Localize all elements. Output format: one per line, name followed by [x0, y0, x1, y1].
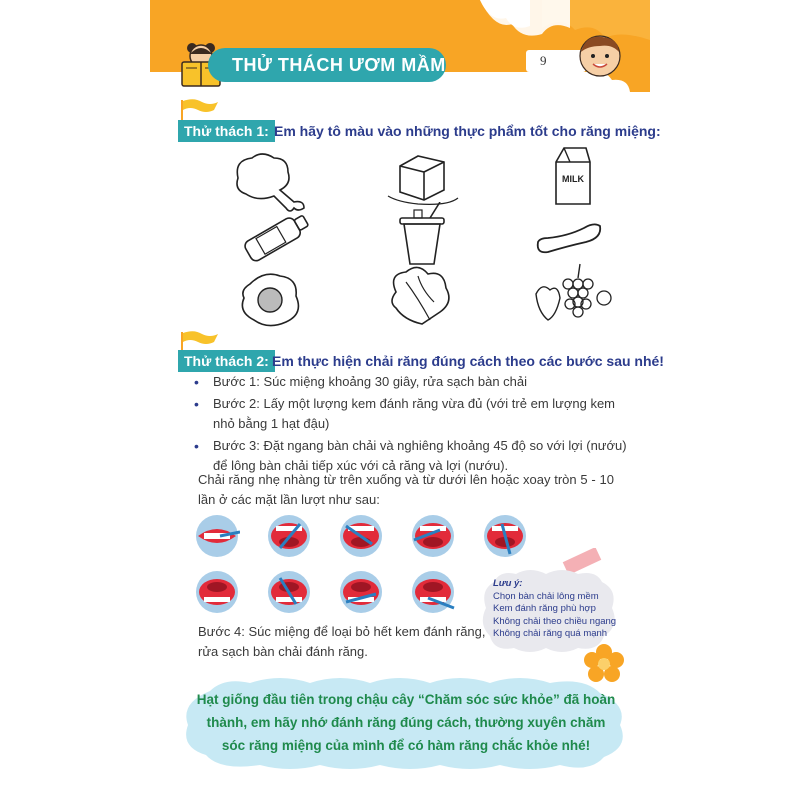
soft-drink-cup-icon[interactable] — [378, 202, 468, 266]
note-title: Lưu ý: — [493, 578, 523, 589]
mouth-open-upper-icon — [266, 514, 312, 558]
note-text — [493, 578, 623, 641]
page-number: 9 — [526, 50, 586, 72]
brushing-steps — [190, 372, 630, 478]
challenge-2-instruction: Em thực hiện chải răng đúng cách theo các bước sau nhé! — [272, 353, 664, 369]
fruits-icon[interactable] — [528, 260, 618, 324]
chicken-leg-icon[interactable] — [228, 150, 318, 214]
challenge-1-instruction: Em hãy tô màu vào những thực phẩm tốt cho răng miệng: — [274, 123, 661, 139]
mouth-open-upper-icon — [482, 514, 528, 558]
flag-icon — [180, 330, 220, 352]
food-grid — [210, 140, 640, 330]
flag-icon — [180, 98, 220, 120]
challenge-2-label: Thử thách 2: — [178, 350, 275, 372]
mouth-closed-teeth-icon — [194, 514, 240, 558]
step-2: • Bước 2: Lấy một lượng kem đánh răng vừa đủ (với trẻ em lượng kem nhỏ bằng 1 hạt đậu) — [190, 394, 630, 434]
tofu-icon[interactable] — [378, 146, 468, 210]
section-title: THỬ THÁCH ƯƠM MẦM — [208, 48, 446, 82]
summary-text: Hạt giống đầu tiên trong chậu cây “Chăm sóc sức khỏe” đã hoàn thành, em hãy nhớ đánh răng đúng cách, thường xuyên chăm sóc răng miệng của mình để có hàm răng chắc khỏe nhé! — [196, 692, 616, 753]
milk-label: MILK — [562, 174, 584, 184]
note-line: Không chải răng quá mạnh — [493, 628, 608, 639]
mouth-open-lower-icon — [338, 570, 384, 614]
note-line: Chọn bàn chải lông mềm — [493, 590, 599, 602]
lettuce-icon[interactable] — [378, 262, 468, 326]
water-bottle-icon[interactable] — [228, 206, 318, 270]
workbook-page — [150, 0, 664, 800]
mouth-open-lower-icon — [194, 570, 240, 614]
challenge-1-label: Thử thách 1: — [178, 120, 275, 142]
step-3: • Bước 3: Đặt ngang bàn chải và nghiêng khoảng 45 độ so với lợi (nướu) để lông bàn chải tiếp xúc với cả răng và lợi (nướu). — [190, 436, 630, 476]
step-1: • Bước 1: Súc miệng khoảng 30 giây, rửa sạch bàn chải — [190, 372, 630, 392]
brushing-paragraph: Chải răng nhẹ nhàng từ trên xuống và từ dưới lên hoặc xoay tròn 5 - 10 lần ở các mặt lần lượt như sau: — [198, 472, 614, 507]
step-4: Bước 4: Súc miệng để loại bỏ hết kem đánh răng, rửa sạch bàn chải đánh răng. — [198, 624, 486, 659]
milk-carton-icon[interactable] — [528, 142, 618, 206]
mouth-open-upper-icon — [410, 514, 456, 558]
boy-avatar-icon — [578, 34, 622, 78]
note-line: Không chải theo chiều ngang — [493, 615, 617, 627]
mouth-open-lower-icon — [410, 570, 456, 614]
note-line: Kem đánh răng phù hợp — [493, 603, 596, 614]
fried-egg-icon[interactable] — [228, 266, 318, 330]
mouth-open-lower-icon — [266, 570, 312, 614]
mouth-open-upper-icon — [338, 514, 384, 558]
